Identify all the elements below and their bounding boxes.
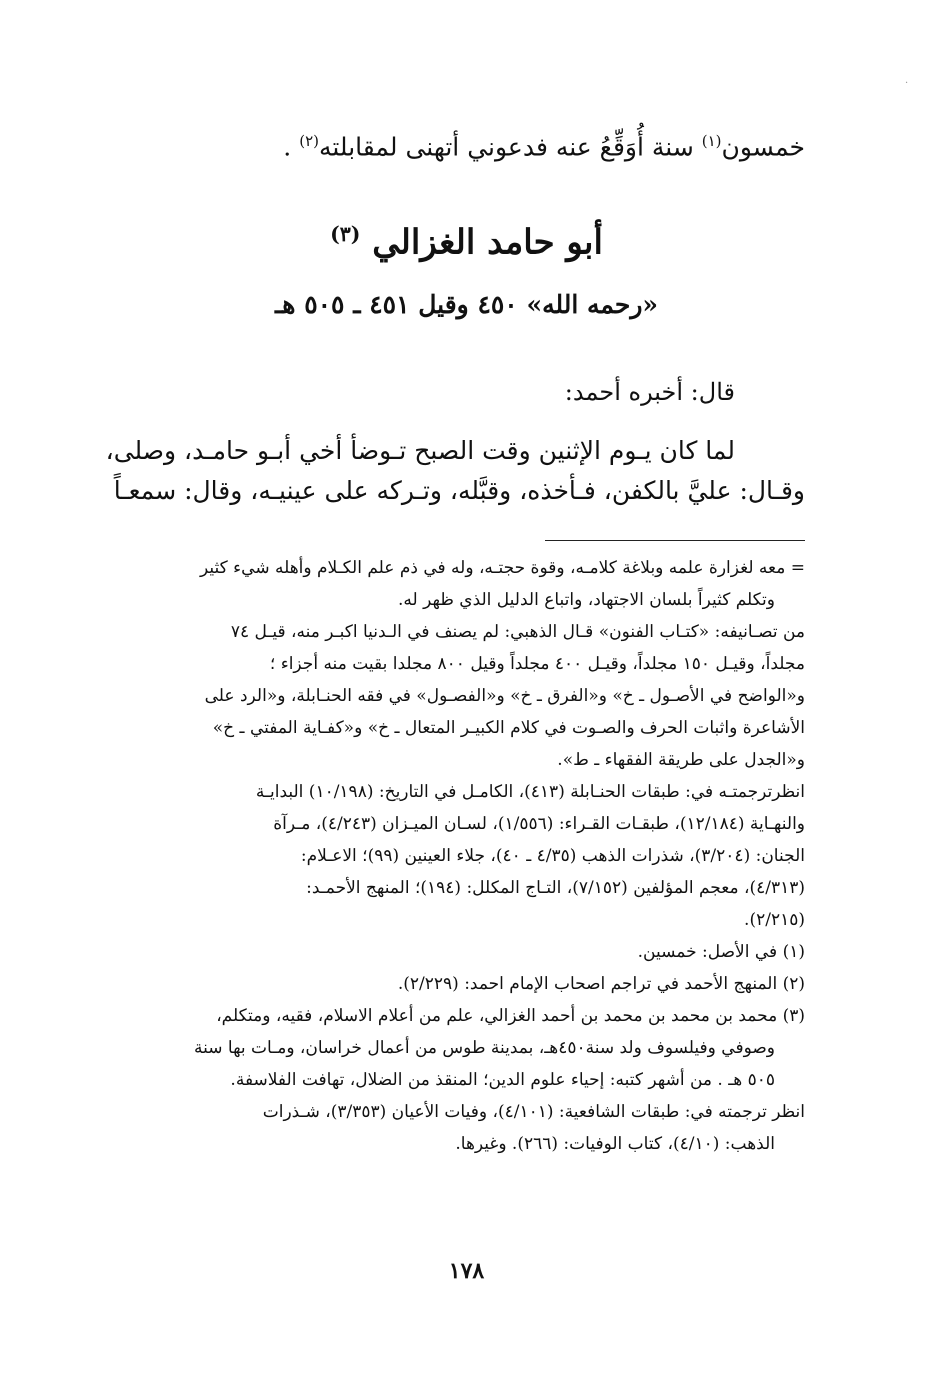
continuation-line bbox=[283, 132, 805, 161]
footnote-line: مجلداً، وقيـل ١٥٠ مجلداً، وقيـل ٤٠٠ مجلداً وقيل ٨٠٠ مجلدا بقيت منه أجزاء ؛ bbox=[269, 654, 805, 674]
footnote-line: انظرترجمتـه في: طبقات الحنـابلة (٤١٣)، الكامـل في التاريخ: (١٠/١٩٨) البدايـة bbox=[255, 782, 805, 802]
footnote-line: = معه لغزارة علمه وبلاغة كلامـه، وقوة حجتـه، وله في ذم علم الكـلام وأهله شيء كثير bbox=[200, 558, 805, 578]
heading-name: أبو حامد الغزالي bbox=[372, 222, 603, 263]
footnote-divider bbox=[545, 540, 805, 541]
footnote-line: (٢/٢١٥). bbox=[744, 910, 805, 930]
continuation-text: سنة أُوَقِّعُ عنه فدعوني أتهنى لمقابلته bbox=[318, 132, 702, 162]
footnote-line: انظر ترجمته في: طبقات الشافعية: (٤/١٠١)، وفيات الأعيان (٣/٣٥٣)، شـذرات bbox=[262, 1102, 805, 1122]
continuation-word: خمسون bbox=[721, 132, 805, 162]
footnote-2: (٢) المنهج الأحمد في تراجم اصحاب الإمام احمد: (٢/٢٢٩). bbox=[397, 974, 805, 994]
footnote-ref-1: (١) bbox=[701, 132, 722, 150]
footnote-line: الذهب: (٤/١٠)، كتاب الوفيات: (٢٦٦). وغيرها. bbox=[455, 1134, 775, 1154]
footnote-ref-3: (٣) bbox=[330, 222, 361, 246]
heading-dates: «رحمه الله» ٤٥٠ وقيل ٤٥١ ـ ٥٠٥ هـ bbox=[274, 290, 659, 319]
footnote-line: وتكلم كثيراً بلسان الاجتهاد، واتباع الدليل الذي ظهر له. bbox=[398, 590, 775, 610]
footnote-line: والنهـاية (١٢/١٨٤)، طبقـات القـراء: (١/٥٥٦)، لسـان الميـزان (٤/٢٤٣)، مـرآة bbox=[273, 814, 805, 834]
footnote-1: (١) في الأصل: خمسين. bbox=[637, 942, 805, 962]
narration-intro: قال: أخبره أحمد: bbox=[564, 378, 735, 406]
footnote-line: ٥٠٥ هـ . من أشهر كتبه: إحياء علوم الدين؛ المنقذ من الضلال، تهافت الفلاسفة. bbox=[230, 1070, 775, 1090]
footnote-line: (٤/٣١٣)، معجم المؤلفين (٧/١٥٢)، التـاج المكلل: (١٩٤)؛ المنهج الأحمـد: bbox=[306, 878, 805, 898]
footnote-line: و«الواضح في الأصـول ـ خ» و«الفرق ـ خ» و«الفصـول» في فقه الحنـابلة، و«الرد على bbox=[204, 686, 805, 706]
footnote-3: (٣) محمد بن محمد بن محمد بن أحمد الغزالي، علم من أعلام الاسلام، فقيه، ومتكلم، bbox=[216, 1006, 805, 1026]
footnote-line: وصوفي وفيلسوف ولد سنة٤٥٠هـ، بمدينة طوس من أعمال خراسان، ومـات بها سنة bbox=[194, 1038, 775, 1058]
footnote-line: الأشاعرة واثبات الحرف والصـوت في كلام الكبيـر المتعال ـ خ» و«كفـاية المفتي ـ خ» bbox=[212, 718, 805, 738]
body-line-2: وقـال: عليَّ بالكفن، فـأخذه، وقبَّله، وتـركه على عينيـه، وقال: سمعـاً bbox=[113, 476, 805, 505]
section-heading bbox=[140, 222, 793, 262]
footnote-line: و«الجدل على طريقة الفقهاء ـ ط». bbox=[557, 750, 805, 770]
footnote-line: الجنان: (٣/٢٠٤)، شذرات الذهب (٤/٣٥ ـ ٤٠)، جلاء العينين (٩٩)؛ الاعـلام: bbox=[300, 846, 805, 866]
body-line-1: لما كان يـوم الإثنين وقت الصبح تـوضأ أخي أبـو حامـد، وصلى، bbox=[105, 436, 735, 465]
footnote-ref-2: (٢) bbox=[299, 132, 319, 150]
footnote-line: من تصـانيفه: «كتـاب الفنون» قـال الذهبي: لم يصنف في الـدنيا اكبـر منه، قيـل ٧٤ bbox=[230, 622, 805, 642]
continuation-end: . bbox=[283, 132, 300, 162]
page-number: ١٧٨ bbox=[448, 1258, 485, 1284]
footnotes-block bbox=[110, 552, 805, 1160]
scan-speck: · bbox=[905, 78, 909, 89]
